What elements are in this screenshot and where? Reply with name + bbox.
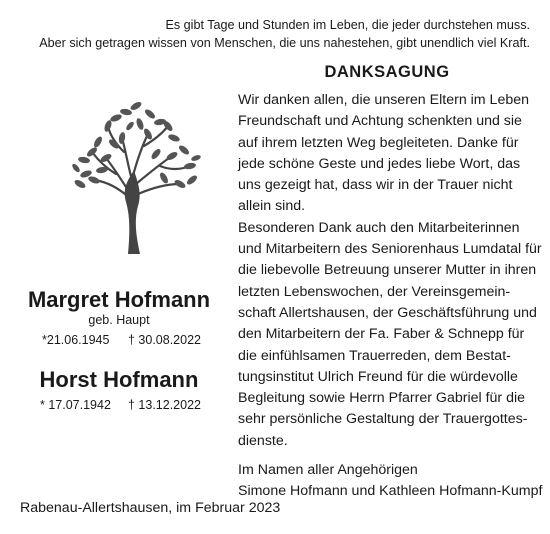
place-date: Rabenau-Allertshausen, im Februar 2023: [20, 500, 281, 516]
signature: [238, 460, 543, 503]
person2-name: Horst Hofmann: [39, 367, 199, 392]
text-line: die liebevolle Betreuung unserer Mutter in ihren: [238, 262, 537, 279]
page-title: DANKSAGUNG: [324, 63, 450, 81]
text-line: allein sind.: [238, 198, 306, 215]
person1-name: Margret Hofmann: [27, 287, 211, 312]
text-line: und Mitarbeitern des Seniorenhaus Lumdatal für: [238, 241, 542, 258]
text-line: sehr persönliche Gestaltung der Trauergottes-: [238, 411, 528, 428]
person1-born: *21.06.1945: [42, 333, 110, 347]
text-line: dienste.: [238, 432, 288, 449]
text-line: die einfühlsamen Trauerreden, dem Bestat-: [238, 347, 511, 364]
text-line: Freundschaft und Achtung schenkten und sie: [238, 113, 522, 130]
person2-born: * 17.07.1942: [40, 398, 111, 412]
text-line: jede schöne Geste und jedes liebe Wort, das: [238, 155, 521, 172]
person1-died: † 30.08.2022: [128, 333, 201, 347]
text-line: schaft Allertshausen, der Geschäftsführung und: [238, 304, 537, 321]
text-line: Begleitung sowie Herrn Pfarrer Gabriel für die: [238, 390, 526, 407]
motto: [10, 16, 530, 52]
text-line: uns gezeigt hat, dass wir in der Trauer nicht: [238, 177, 513, 194]
motto-line-2: Aber sich getragen wissen von Menschen, die uns nahestehen, gibt unendlich viel Kraft.: [39, 36, 530, 50]
text-line: letzten Lebenswochen, der Vereinsgemein-: [238, 283, 511, 300]
person2-died: † 13.12.2022: [128, 398, 201, 412]
signature-line-2: Simone Hofmann und Kathleen Hofmann-Kumpf: [238, 483, 543, 500]
tree-of-life-icon: [64, 94, 204, 254]
text-line: Besonderen Dank auch den Mitarbeiterinnen: [238, 219, 520, 236]
motto-line-1: Es gibt Tage und Stunden im Leben, die jeder durchstehen muss.: [165, 18, 530, 32]
thanks-paragraphs: [238, 90, 543, 452]
text-line: Wir danken allen, die unseren Eltern im Leben: [238, 92, 530, 108]
text-line: tungsinstitut Ulrich Freund für die würdevolle: [238, 368, 518, 385]
text-line: den Mitarbeitern der Fa. Faber & Schnepp für: [238, 326, 525, 343]
person1-birth-name: geb. Haupt: [88, 313, 150, 327]
text-line: auf ihrem letzten Weg begleiteten. Danke für: [238, 134, 519, 151]
thanks-text: [238, 90, 543, 503]
signature-line-1: Im Namen aller Angehörigen: [238, 462, 418, 479]
